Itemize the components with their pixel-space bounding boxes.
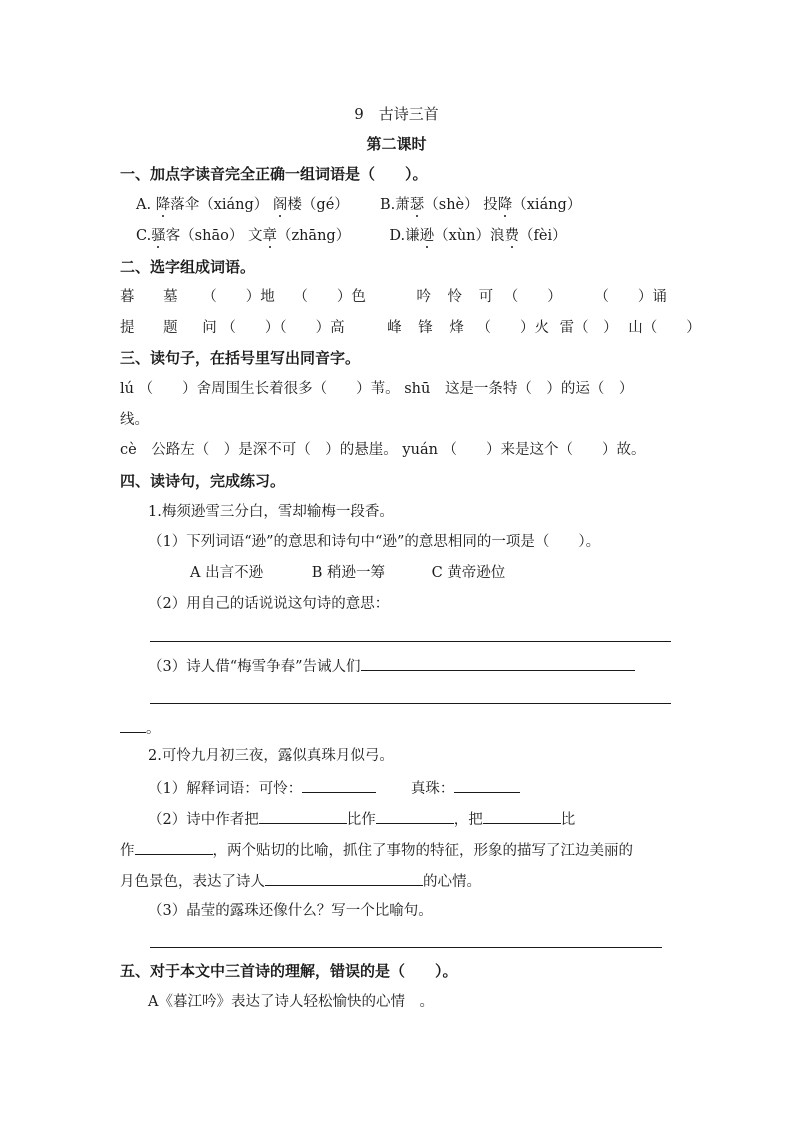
poem2-sub1	[148, 777, 520, 799]
q1-option-c[interactable]	[136, 228, 355, 244]
answer-blank[interactable]	[135, 839, 213, 855]
q5-option-a[interactable]: A《暮江吟》表达了诗人轻松愉快的心情 。	[148, 994, 434, 1010]
pinyin: shū	[404, 381, 431, 397]
text: （xùn）	[434, 228, 490, 244]
q3-line1	[120, 379, 633, 399]
poem2-sub2	[148, 808, 575, 830]
prompt-text: （1）解释词语：可怜：	[148, 781, 303, 797]
prompt-text: 的心情。	[423, 874, 481, 890]
q1-option-a[interactable]	[136, 197, 353, 213]
answer-line[interactable]	[150, 947, 662, 948]
text: 。	[146, 721, 161, 737]
poem2-sub2-cont	[120, 839, 633, 861]
sentence-with-blanks[interactable]: （ ）舍周围生长着很多（ ）苇。	[138, 381, 400, 397]
poem1-sub1-options	[190, 563, 505, 583]
char-choice: 提	[120, 320, 135, 336]
text: （zhāng）	[276, 228, 351, 244]
answer-blank[interactable]	[361, 655, 635, 671]
option-c[interactable]: C 黄帝逊位	[431, 565, 506, 581]
q1-option-d[interactable]	[389, 228, 566, 244]
prompt-text: ，两个贴切的比喻，抓住了事物的特征，形象的描写了江边美丽的	[212, 843, 633, 859]
fill-blank[interactable]: （ ）火	[476, 320, 550, 336]
q3-heading: 三、读句子，在括号里写出同音字。	[120, 349, 361, 367]
fill-blank[interactable]: （ ）诵	[594, 289, 667, 305]
prompt-text: 比作	[346, 812, 376, 828]
fill-blank[interactable]: （ ）	[503, 289, 562, 305]
option-label: A.	[136, 197, 152, 213]
text: 客（shāo）	[165, 228, 244, 244]
char-choice: 烽	[449, 320, 464, 336]
prompt-text: 真珠：	[410, 781, 455, 797]
dotted-char: 瑟	[409, 197, 425, 213]
text: 浪	[490, 228, 505, 244]
option-label: D.	[389, 228, 406, 244]
q2-row1	[120, 287, 667, 307]
fill-blank[interactable]: （ ）色	[293, 289, 366, 305]
char-choice: 问	[202, 320, 217, 336]
option-b[interactable]: B 稍逊一筹	[311, 565, 385, 581]
dotted-char: 阁	[272, 197, 288, 213]
q1-heading: 一、加点字读音完全正确一组词语是（ ）。	[120, 165, 428, 183]
fill-blank[interactable]: （ ）（ ）高	[221, 320, 345, 336]
page-title: 9 古诗三首	[354, 105, 439, 123]
char-choice: 怜	[447, 289, 463, 305]
q3-line1-cont: 线。	[120, 412, 149, 428]
poem2-sub2-cont2	[120, 870, 481, 892]
fill-blank[interactable]: 雷（ ）	[559, 320, 618, 336]
fill-blank[interactable]: （ ）地	[202, 289, 275, 305]
char-choice: 锋	[418, 320, 433, 336]
option-label: C.	[136, 228, 152, 244]
answer-blank[interactable]	[259, 808, 347, 824]
sentence-with-blanks[interactable]: 这是一条特（ ）的运（ ）	[444, 381, 634, 397]
text: （fèi）	[519, 228, 567, 244]
poem1-sub3-end	[120, 717, 161, 739]
answer-blank[interactable]	[483, 808, 561, 824]
text: （xiáng）	[512, 197, 582, 213]
text: 投	[483, 197, 498, 213]
q3-line2	[120, 440, 646, 460]
text: 楼（gé）	[287, 197, 349, 213]
dotted-char: 骚	[151, 228, 166, 244]
text: （shè）	[424, 197, 479, 213]
dotted-char: 降	[155, 197, 171, 213]
answer-line[interactable]	[150, 703, 671, 704]
option-a[interactable]: A 出言不逊	[190, 565, 264, 581]
poem1-line: 1.梅须逊雪三分白，雪却输梅一段香。	[148, 504, 394, 520]
prompt-text: ，把	[453, 812, 483, 828]
answer-blank-zhenzhu[interactable]	[454, 777, 520, 793]
poem2-line: 2.可怜九月初三夜，露似真珠月似弓。	[148, 748, 394, 764]
pinyin: cè	[120, 442, 137, 458]
poem2-sub3: （3）晶莹的露珠还像什么？写一个比喻句。	[148, 903, 433, 919]
char-choice: 吟	[416, 289, 431, 305]
sentence-with-blanks[interactable]: （ ）来是这个（ ）故。	[442, 442, 646, 458]
char-choice: 峰	[387, 320, 402, 336]
dotted-char: 章	[262, 228, 277, 244]
dotted-char: 逊	[419, 228, 435, 244]
dotted-char: 降	[497, 197, 513, 213]
q2-row2	[120, 318, 701, 338]
text: 文	[247, 228, 263, 244]
prompt-text: （2）诗中作者把	[148, 812, 259, 828]
text: 萧	[395, 197, 410, 213]
q2-heading: 二、选字组成词语。	[120, 258, 256, 276]
q4-heading: 四、读诗句，完成练习。	[120, 472, 286, 490]
pinyin: lú	[120, 381, 134, 397]
answer-blank[interactable]	[265, 870, 423, 886]
sentence-with-blanks[interactable]: 公路左（ ）是深不可（ ）的悬崖。	[151, 442, 398, 458]
q1-option-b[interactable]	[380, 197, 581, 213]
prompt-text: 月色景色，表达了诗人	[120, 874, 265, 890]
char-choice: 题	[163, 320, 178, 336]
answer-blank-kelian[interactable]	[302, 777, 376, 793]
text: 落伞（xiáng）	[170, 197, 269, 213]
char-choice: 暮	[120, 289, 135, 305]
char-choice: 可	[478, 289, 494, 305]
lesson-subtitle: 第二课时	[366, 135, 427, 153]
char-choice: 墓	[163, 289, 178, 305]
q1-options-row1	[136, 195, 581, 215]
poem1-sub3	[148, 655, 635, 677]
prompt-text: （3）诗人借“梅雪争春”告诫人们	[148, 659, 361, 675]
answer-blank[interactable]	[376, 808, 454, 824]
fill-blank[interactable]: 山（ ）	[628, 320, 701, 336]
dotted-char: 费	[504, 228, 519, 244]
option-label: B.	[380, 197, 396, 213]
q1-options-row2	[136, 226, 567, 246]
poem1-sub1: （1）下列词语“逊”的意思和诗句中“逊”的意思相同的一项是（ ）。	[148, 534, 601, 550]
answer-line[interactable]	[150, 641, 671, 642]
prompt-text: 作	[120, 843, 135, 859]
poem1-sub2: （2）用自己的话说说这句诗的意思：	[148, 596, 390, 612]
text: 谦	[405, 228, 420, 244]
answer-blank[interactable]	[120, 717, 146, 733]
q5-heading: 五、对于本文中三首诗的理解，错误的是（ ）。	[120, 962, 458, 980]
prompt-text: 比	[560, 812, 576, 828]
pinyin: yuán	[402, 442, 438, 458]
